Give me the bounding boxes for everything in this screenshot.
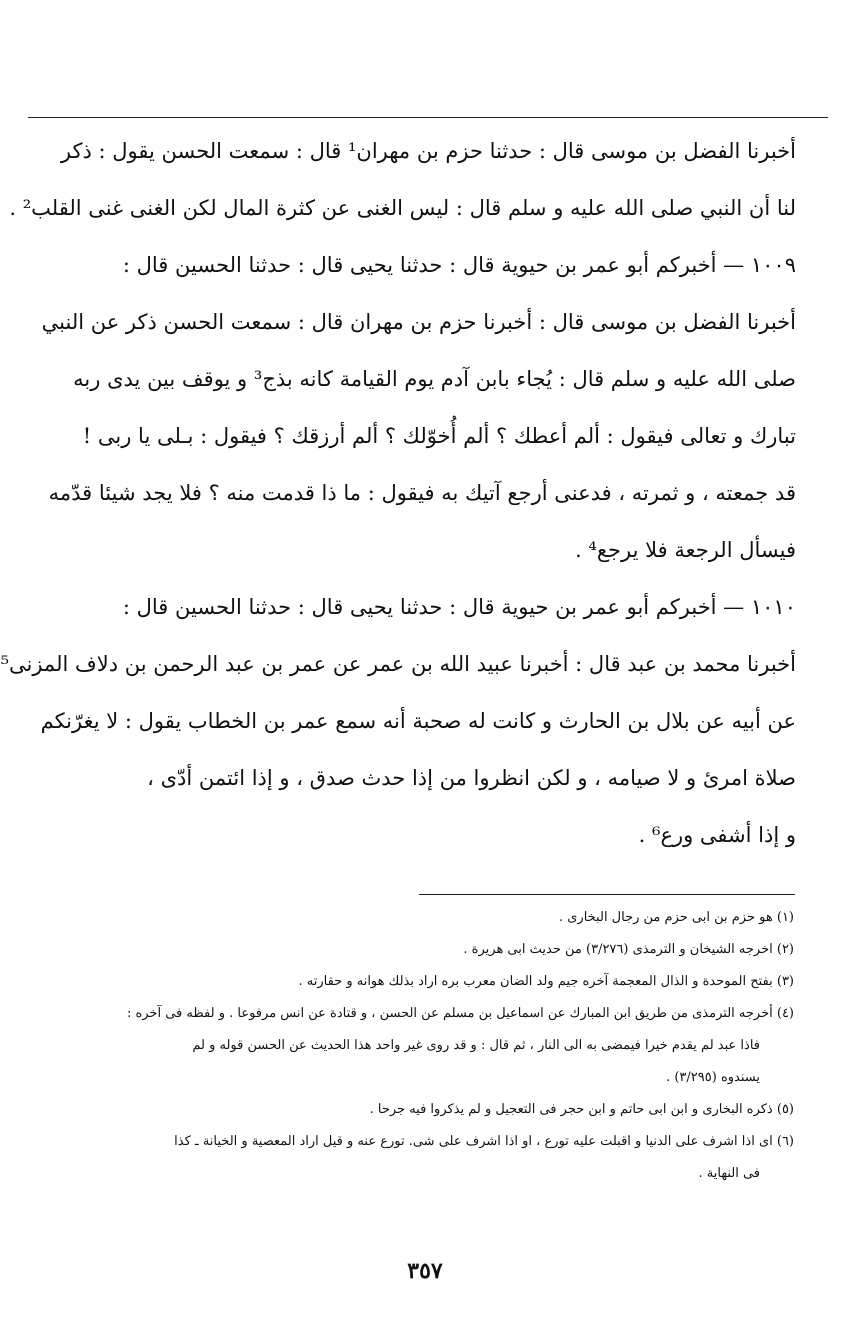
hadith-1009-heading: ١٠٠٩ — أخبركم أبو عمر بن حيوية قال : حدثنا يحيى قال : حدثنا الحسين قال : (122, 253, 796, 277)
hadith-1010-heading: ١٠١٠ — أخبركم أبو عمر بن حيوية قال : حدثنا يحيى قال : حدثنا الحسين قال : (122, 595, 796, 619)
main-line: أخبرنا الفضل بن موسى قال : حدثنا حزم بن مهران¹ قال : سمعت الحسن يقول : ذكر (60, 139, 796, 163)
page-number: ٣٥٧ (407, 1258, 443, 1284)
footnote-6-continued: فى النهاية . (698, 1166, 760, 1181)
footnote-2: (٢) اخرجه الشيخان و الترمذى (٣/٢٧٦) من حديث ابى هريرة . (463, 942, 794, 957)
footnote-4: (٤) أخرجه الترمذى من طريق ابن المبارك عن اسماعيل بن مسلم عن الحسن ، و قتادة عن انس مرفوعا . و لفظه فى آخره : (126, 1006, 794, 1021)
main-line: تبارك و تعالى فيقول : ألم أعطك ؟ ألم أُخوّلك ؟ ألم أرزقك ؟ فيقول : بـلى يا ربى ! (82, 424, 796, 448)
header-rule (28, 117, 828, 118)
main-line: صلاة امرئ و لا صيامه ، و لكن انظروا من إذا حدث صدق ، و إذا ائتمن أدّى ، (147, 766, 796, 790)
footnote-6: (٦) اى اذا اشرف على الدنيا و اقبلت عليه تورع ، او اذا اشرف على شى. تورع عنه و قيل اراد المعصية و الخيانة ـ كذا (174, 1134, 794, 1149)
footnote-4-continued: فاذا عبد لم يقدم خيرا فيمضى به الى النار ، ثم قال : و قد روى غير واحد هذا الحديث عن الحسن قوله و لم (192, 1038, 760, 1053)
footnote-5: (٥) ذكره البخارى و ابن ابى حاتم و ابن حجر فى التعجيل و لم يذكروا فيه جرحا . (369, 1102, 794, 1117)
main-line: صلى الله عليه و سلم قال : يُجاء بابن آدم يوم القيامة كانه بذج³ و يوقف بين يدى ربه (73, 367, 796, 391)
footnotes (22, 902, 794, 1190)
footnote-3: (٣) بفتح الموحدة و الذال المعجمة آخره جيم ولد الضان معرب بره اراد بذلك هوانه و حقارته . (298, 974, 794, 989)
main-line: أخبرنا الفضل بن موسى قال : أخبرنا حزم بن مهران قال : سمعت الحسن ذكر عن النبي (41, 310, 796, 334)
footnote-4-continued: يسندوه (٣/٢٩٥) . (666, 1070, 760, 1085)
footnote-1: (١) هو حزم بن ابى حزم من رجال البخارى . (558, 910, 794, 925)
main-line: أخبرنا محمد بن عبد قال : أخبرنا عبيد الله بن عمر عن عمر بن عبد الرحمن بن دلاف المزنى⁵ (0, 652, 796, 676)
main-line: عن أبيه عن بلال بن الحارث و كانت له صحبة أنه سمع عمر بن الخطاب يقول : لا يغرّنكم (40, 709, 796, 733)
main-line: قد جمعته ، و ثمرته ، فدعنى أرجع آتيك به فيقول : ما ذا قدمت منه ؟ فلا يجد شيئا قدّمه (48, 481, 796, 505)
main-line: فيسأل الرجعة فلا يرجع⁴ . (575, 538, 796, 562)
main-text (0, 123, 796, 864)
main-line: لنا أن النبي صلى الله عليه و سلم قال : ليس الغنى عن كثرة المال لكن الغنى غنى القلب² . (9, 196, 796, 220)
main-line: و إذا أشفى ورع⁶ . (638, 823, 796, 847)
footnote-rule (419, 894, 795, 895)
